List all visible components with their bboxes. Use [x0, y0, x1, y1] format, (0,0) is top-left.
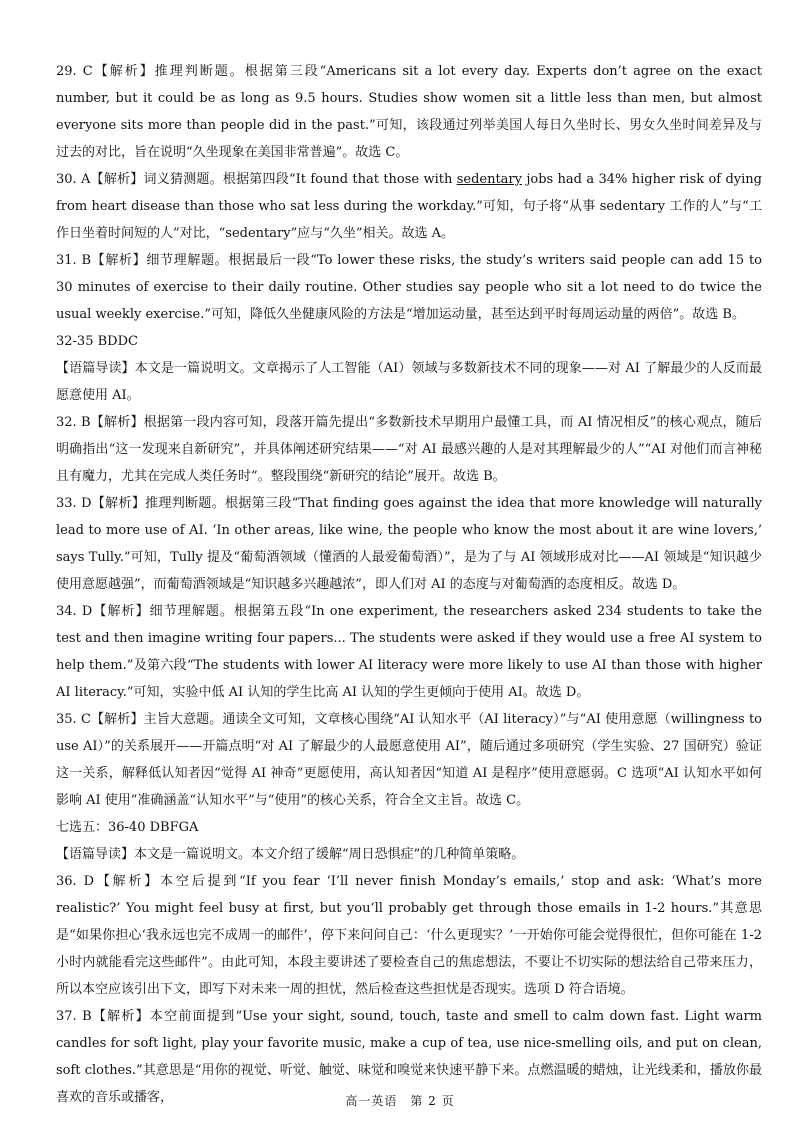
explanation-q32: 32. B【解析】根据第一段内容可知，段落开篇先提出“多数新技术早期用户最懂工具，而 AI 情况相反”的核心观点，随后明确指出“这一发现来自新研究”，并具体阐述研究结果——“对 AI 最感兴趣的人是对其理解最少的人”“AI 对他们而言神秘且有魔力，尤其在完成人类任务时”。整段围绕“新研究的结论”展开。故选 B。	[56, 415, 762, 484]
answer-explanations	[56, 58, 762, 1111]
explanation-q36: 36. D【解析】本空后提到“If you fear ‘I’ll never finish Monday’s emails,’ stop and ask: ‘What’s more realistic?’ You might feel busy at first, but you’ll probably get through those emails in 1-2 hours.”其意思是“如果你担心‘我永远也完不成周一的邮件’，停下来问问自己：‘什么更现实？’一开始你可能会觉得很忙，但你可能在 1-2 小时内就能看完这些邮件”。由此可知，本段主要讲述了要检查自己的焦虑想法，不要让不切实际的想法给自己带来压力，所以本空应该引出下文，即写下对未来一周的担忧，然后检查这些担忧是否现实。选项 D 符合语境。	[56, 874, 762, 997]
explanation-q30-post: jobs had a 34% higher risk of dying from heart disease than those who sat less during the workday.”可知，句子将“从事 sedentary 工作的人”与“工作日坐着时间短的人”对比，“sedentary”应与“久坐”相关。故选 A。	[56, 172, 762, 241]
explanation-q31: 31. B【解析】细节理解题。根据最后一段“To lower these risks, the study’s writers said people can add 15 to 30 minutes of exercise to their daily routine. Other studies say people who sit a lot need to do twice the usual weekly exercise.”可知，降低久坐健康风险的方法是“增加运动量，甚至达到平时每周运动量的两倍”。故选 B。	[56, 253, 762, 322]
page-footer: 高一英语 第 2 页	[345, 1094, 455, 1108]
explanation-q37: 37. B【解析】本空前面提到“Use your sight, sound, touch, taste and smell to calm down fast. Light warm candles for soft light, play your favorite music, make a cup of tea, use nice-smelling oils, and put on clean, soft clothes.”其意思是“用你的视觉、听觉、触觉、味觉和嗅觉来快速平静下来。点燃温暖的蜡烛，让光线柔和，播放你最喜欢的音乐或播客，	[56, 1009, 762, 1105]
explanation-q33: 33. D【解析】推理判断题。根据第三段“That finding goes against the idea that more knowledge will naturally lead to more use of AI. ‘In other areas, like wine, the people who know the most about it are wine lovers,’ says Tully.”可知，Tully 提及“葡萄酒领域（懂酒的人最爱葡萄酒）”，是为了与 AI 领域形成对比——AI 领域是“知识越少使用意愿越强”，而葡萄酒领域是“知识越多兴趣越浓”，即人们对 AI 的态度与对葡萄酒的态度相反。故选 D。	[56, 496, 762, 592]
explanation-q30-pre: 30. A【解析】词义猜测题。根据第四段“It found that those with	[56, 172, 457, 187]
answer-key-36-40: 七选五：36-40 DBFGA	[56, 820, 199, 835]
passage-guide-1: 【语篇导读】本文是一篇说明文。文章揭示了人工智能（AI）领域与多数新技术不同的现象——对 AI 了解最少的人反而最愿意使用 AI。	[56, 361, 762, 403]
explanation-q35: 35. C【解析】主旨大意题。通读全文可知，文章核心围绕“AI 认知水平（AI literacy）”与“AI 使用意愿（willingness to use AI）”的关系展开——开篇点明“对 AI 了解最少的人最愿意使用 AI”，随后通过多项研究（学生实验、27 国研究）验证这一关系，解释低认知者因“觉得 AI 神奇”更愿使用，高认知者因“知道 AI 是程序”使用意愿弱。C 选项“AI 认知水平如何影响 AI 使用”准确涵盖“认知水平”与“使用”的核心关系，符合全文主旨。故选 C。	[56, 712, 762, 808]
explanation-q34: 34. D【解析】细节理解题。根据第五段“In one experiment, the researchers asked 234 students to take the test and then imagine writing four papers... The students were asked if they would use a free AI system to help them.”及第六段“The students with lower AI literacy were more likely to use AI than those with higher AI literacy.”可知，实验中低 AI 认知的学生比高 AI 认知的学生更倾向于使用 AI。故选 D。	[56, 604, 762, 700]
explanation-q29: 29. C【解析】推理判断题。根据第三段“Americans sit a lot every day. Experts don’t agree on the exact number, but it could be as long as 9.5 hours. Studies show women sit a little less than men, but almost everyone sits more than people did in the past.”可知，该段通过列举美国人每日久坐时长、男女久坐时间差异及与过去的对比，旨在说明“久坐现象在美国非常普遍”。故选 C。	[56, 64, 762, 160]
underlined-word: sedentary	[456, 172, 522, 187]
answer-key-32-35: 32-35 BDDC	[56, 334, 138, 349]
passage-guide-2: 【语篇导读】本文是一篇说明文。本文介绍了缓解“周日恐惧症”的几种简单策略。	[56, 847, 525, 862]
explanation-q30	[56, 166, 762, 247]
